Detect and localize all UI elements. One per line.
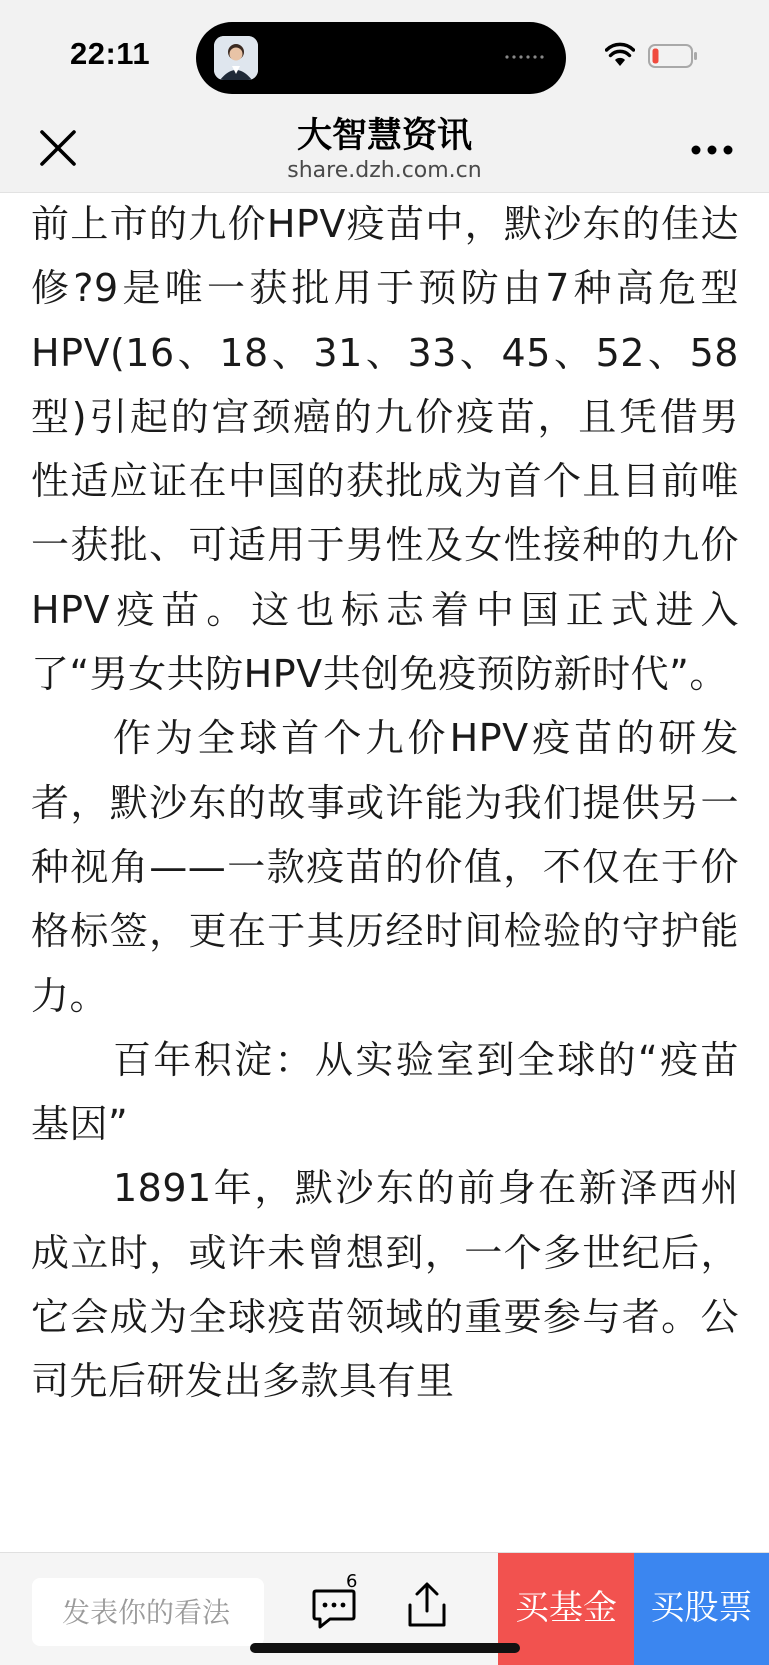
share-icon[interactable] <box>404 1581 450 1631</box>
article-paragraph: 作为全球首个九价HPV疫苗的研发者，默沙东的故事或许能为我们提供另一种视角——一款疫苗的价值，不仅在于价格标签，更在于其历经时间检验的守护能力。 <box>31 716 739 1018</box>
article-body <box>31 192 739 1552</box>
page-url: share.dzh.com.cn <box>287 158 482 183</box>
battery-low-icon <box>648 44 698 68</box>
article-subheading: 百年积淀：从实验室到全球的“疫苗基因” <box>31 1037 739 1147</box>
comment-icon[interactable] <box>310 1585 358 1633</box>
buy-stock-button[interactable]: 买股票 <box>634 1553 769 1665</box>
nav-bar <box>0 110 769 193</box>
home-indicator[interactable] <box>250 1643 520 1653</box>
wifi-icon <box>605 42 635 68</box>
status-bar <box>0 0 769 110</box>
article-paragraph: 1891年，默沙东的前身在新泽西州成立时，或许未曾想到，一个多世纪后，它会成为全球疫苗领域的重要参与者。公司先后研发出多款具有里 <box>31 1166 739 1404</box>
article-paragraph: 前上市的九价HPV疫苗中，默沙东的佳达修?9是唯一获批用于预防由7种高危型HPV(16、18、31、33、45、52、58型)引起的宫颈癌的九价疫苗，且凭借男性适应证在中国的获批成为首个且目前唯一获批、可适用于男性及女性接种的九价HPV疫苗。这也标志着中国正式进入了“男女共防HPV共创免疫预防新时代”。 <box>31 202 739 697</box>
page-title: 大智慧资讯 <box>296 116 472 156</box>
avatar-icon <box>214 36 258 80</box>
dots-icon <box>504 52 544 62</box>
buy-fund-button[interactable]: 买基金 <box>498 1553 634 1665</box>
status-time: 22:11 <box>70 36 151 71</box>
comment-input[interactable] <box>32 1578 264 1646</box>
comment-count-badge: 6 <box>346 1571 358 1592</box>
dynamic-island[interactable] <box>196 22 566 94</box>
more-icon[interactable] <box>690 144 734 156</box>
